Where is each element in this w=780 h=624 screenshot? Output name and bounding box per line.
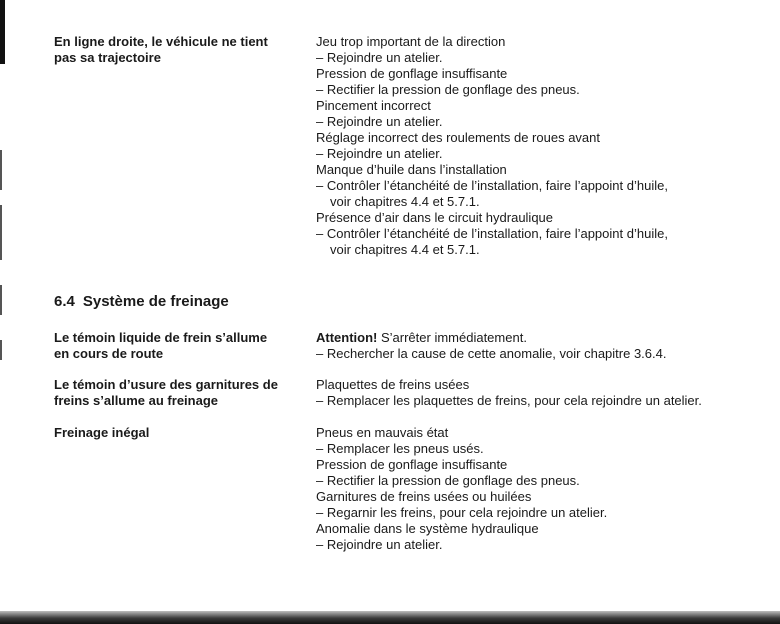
remedy-line: Pincement incorrect <box>316 98 431 113</box>
symptom-line: Freinage inégal <box>54 425 150 440</box>
symptom-line: En ligne droite, le véhicule ne tient <box>54 34 268 49</box>
remedy-line: Garnitures de freins usées ou huilées <box>316 489 532 504</box>
section-heading <box>54 293 229 311</box>
remedy-line: – Rejoindre un atelier. <box>316 50 443 65</box>
symptom-line: Le témoin liquide de frein s’allume <box>54 330 268 345</box>
remedy-line: Présence d’air dans le circuit hydraulique <box>316 210 554 225</box>
remedy-text <box>316 377 746 409</box>
remedy-line: voir chapitres 4.4 et 5.7.1. <box>330 242 480 257</box>
remedy-line: – Contrôler l’étanchéité de l’installation, faire l’appoint d’huile, <box>316 226 668 241</box>
remedy-line: Pression de gonflage insuffisante <box>316 457 508 472</box>
symptom-text <box>54 377 299 409</box>
remedy-line: – Rectifier la pression de gonflage des pneus. <box>316 473 580 488</box>
page-edge-mark <box>0 0 5 64</box>
section-title: Système de freinage <box>82 293 229 310</box>
symptom-text <box>54 425 299 441</box>
remedy-line: Plaquettes de freins usées <box>316 377 470 392</box>
symptom-line: en cours de route <box>54 346 164 361</box>
remedy-line: – Contrôler l’étanchéité de l’installation, faire l’appoint d’huile, <box>316 178 668 193</box>
remedy-line: Manque d’huile dans l’installation <box>316 162 507 177</box>
section-number: 6.4 <box>54 293 75 310</box>
symptom-text <box>54 34 299 66</box>
symptom-line: freins s’allume au freinage <box>54 393 219 408</box>
remedy-line: – Rectifier la pression de gonflage des pneus. <box>316 82 580 97</box>
remedy-line: – Regarnir les freins, pour cela rejoindre un atelier. <box>316 505 608 520</box>
remedy-line <box>316 330 746 346</box>
remedy-line: – Rejoindre un atelier. <box>316 114 443 129</box>
remedy-line: Réglage incorrect des roulements de roues avant <box>316 130 600 145</box>
remedy-line: Anomalie dans le système hydraulique <box>316 521 539 536</box>
remedy-line: voir chapitres 4.4 et 5.7.1. <box>330 194 480 209</box>
remedy-line: – Rechercher la cause de cette anomalie, voir chapitre 3.6.4. <box>316 346 667 361</box>
remedy-line: – Remplacer les pneus usés. <box>316 441 484 456</box>
remedy-line: Pression de gonflage insuffisante <box>316 66 508 81</box>
warning-label: Attention! <box>316 330 378 345</box>
troubleshoot-entry-pad-wear-light <box>54 377 744 413</box>
scan-artifact <box>0 340 2 360</box>
remedy-line: – Rejoindre un atelier. <box>316 537 443 552</box>
remedy-line: – Remplacer les plaquettes de freins, pour cela rejoindre un atelier. <box>316 393 702 408</box>
troubleshoot-entry-straight-line <box>54 34 744 264</box>
remedy-line: Jeu trop important de la direction <box>316 34 506 49</box>
page-bottom-edge <box>0 611 780 624</box>
troubleshoot-entry-brake-fluid-light <box>54 330 744 366</box>
remedy-text <box>316 425 746 553</box>
remedy-text <box>316 330 746 362</box>
remedy-line: Pneus en mauvais état <box>316 425 449 440</box>
symptom-line: pas sa trajectoire <box>54 50 161 65</box>
scan-artifact <box>0 205 2 260</box>
scan-artifact <box>0 285 2 315</box>
warning-instruction: S’arrêter immédiatement. <box>377 330 527 345</box>
remedy-line: – Rejoindre un atelier. <box>316 146 443 161</box>
symptom-line: Le témoin d’usure des garnitures de <box>54 377 278 392</box>
remedy-text <box>316 34 746 258</box>
troubleshoot-entry-uneven-braking <box>54 425 744 555</box>
symptom-text <box>54 330 299 362</box>
scan-artifact <box>0 150 2 190</box>
